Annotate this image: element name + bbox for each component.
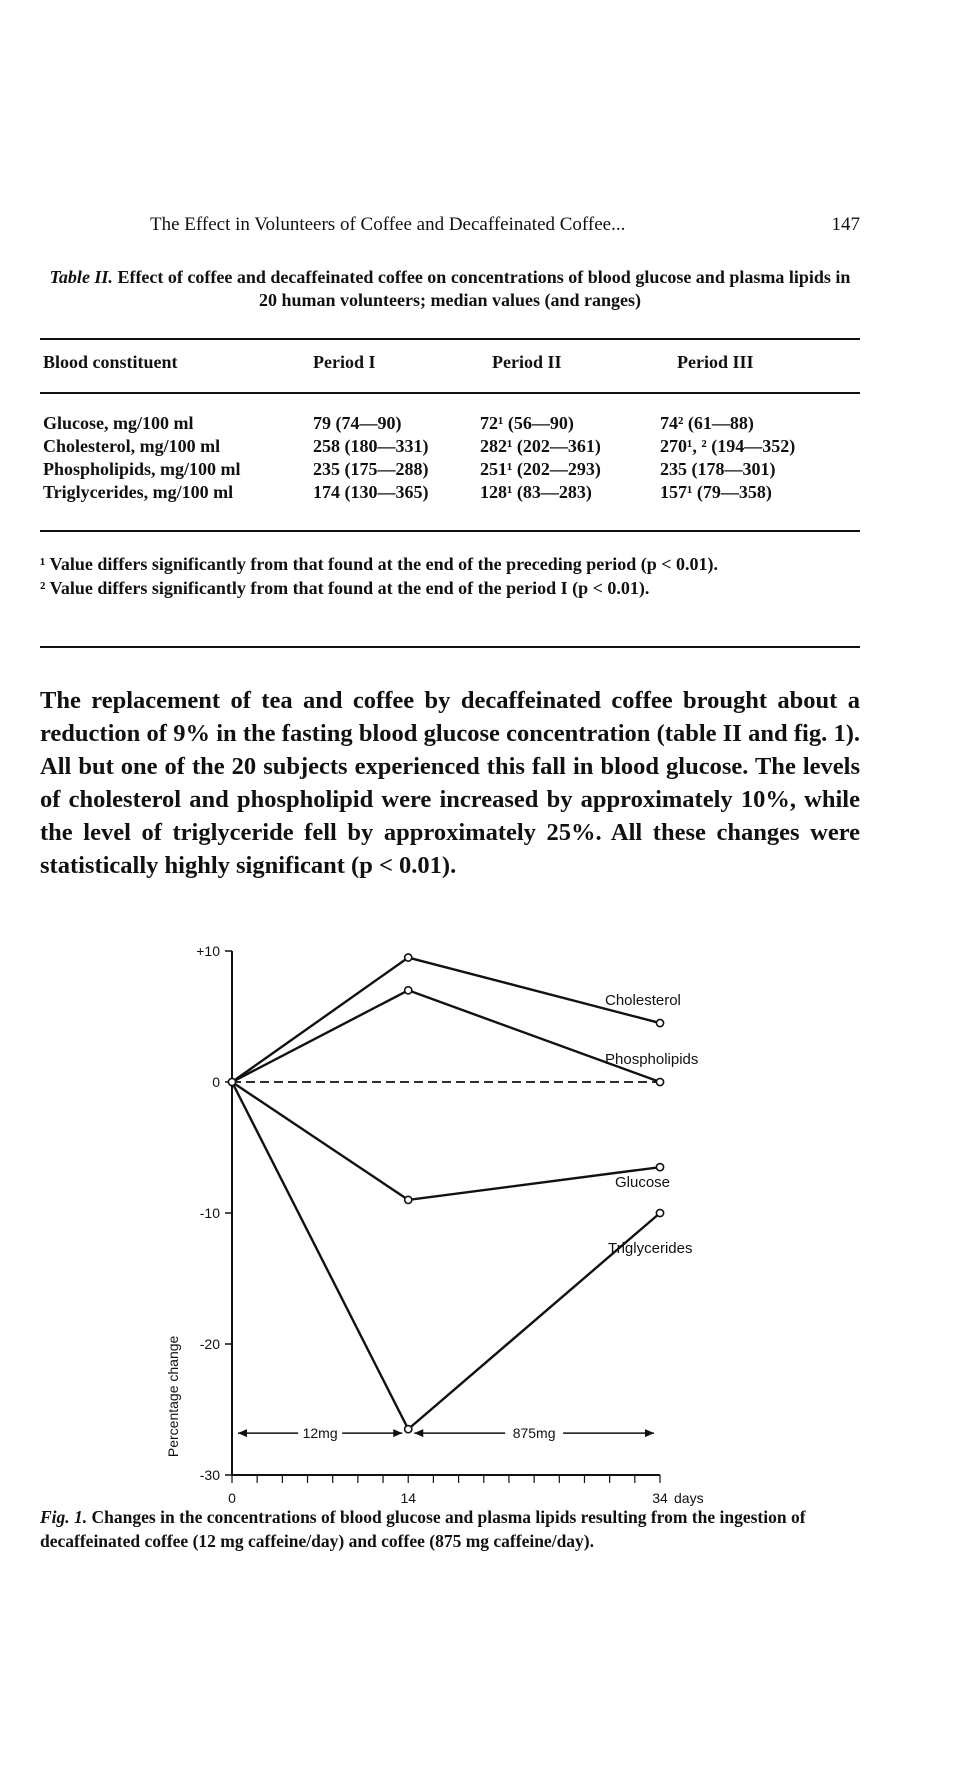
series-line-cholesterol — [232, 958, 660, 1082]
cell: 128¹ (83—283) — [480, 482, 592, 502]
figure-caption — [40, 1505, 860, 1553]
point-cholesterol — [656, 1019, 663, 1026]
body-paragraph: The replacement of tea and coffee by decaffeinated coffee brought about a reduction of 9% in the fasting blood glucose concentration (table II and fig. 1). All but one of the 20 subjects experienced this fall in blood glucose. The levels of cholesterol and phospholipid were increased by approximately 10%, while the level of triglyceride fell by approximately 25%. All these changes were statistically highly significant (p < 0.01). — [40, 687, 860, 879]
series-label-cholesterol: Cholesterol — [605, 992, 681, 1010]
table-label: Table II. — [49, 267, 113, 287]
footnote-2: ² Value differs significantly from that found at the end of the period I (p < 0.01). — [40, 578, 650, 598]
y-tick-label: -30 — [199, 1467, 220, 1483]
cell: 251¹ (202—293) — [480, 459, 601, 479]
y-tick-label: -10 — [199, 1205, 220, 1221]
point-triglycerides — [405, 1426, 412, 1433]
series-label-glucose: Glucose — [615, 1174, 671, 1192]
row-label: Triglycerides, mg/100 ml — [43, 482, 234, 502]
cell: 174 (130—365) — [313, 482, 429, 502]
series-line-triglycerides — [232, 1082, 660, 1429]
cell: 258 (180—331) — [313, 436, 429, 456]
row-label: Phospholipids, mg/100 ml — [43, 459, 241, 479]
arrowhead-left — [238, 1429, 247, 1437]
running-title: The Effect in Volunteers of Coffee and Decaffeinated Coffee... — [150, 214, 626, 235]
dose-annotation-label: 12mg — [302, 1425, 338, 1442]
cell: 235 (178—301) — [660, 459, 776, 479]
page-number: 147 — [831, 214, 860, 235]
col-header-period-1: Period I — [313, 352, 376, 372]
cell: 79 (74—90) — [313, 413, 402, 433]
cell: 74² (61—88) — [660, 413, 754, 433]
point-phospholipids — [405, 987, 412, 994]
chart-axes — [225, 951, 660, 1483]
point-glucose — [405, 1196, 412, 1203]
footnote-1: ¹ Value differs significantly from that found at the end of the preceding period (p < 0.01). — [40, 554, 718, 574]
cell: 157¹ (79—358) — [660, 482, 772, 502]
series-label-phospholipids: Phospholipids — [605, 1051, 699, 1068]
x-tick-label: 14 — [400, 1490, 417, 1506]
arrowhead-left — [414, 1429, 423, 1437]
y-tick-label: 0 — [212, 1074, 220, 1090]
chart-series — [228, 954, 663, 1437]
arrowhead-right — [645, 1429, 654, 1437]
figure-label: Fig. 1. — [40, 1507, 88, 1527]
col-header-constituent: Blood constituent — [43, 352, 178, 372]
chart-labels — [165, 943, 704, 1506]
col-header-period-2: Period II — [492, 352, 562, 372]
x-axis-label: days — [674, 1490, 704, 1506]
point-triglycerides — [656, 1209, 663, 1216]
series-line-glucose — [232, 1082, 660, 1200]
row-label: Cholesterol, mg/100 ml — [43, 436, 221, 456]
figure-caption-text: Changes in the concentrations of blood glucose and plasma lipids resulting from the ingestion of decaffeinated coffee (12 mg caffeine/day) and coffee (875 mg caffeine/day). — [40, 1507, 806, 1551]
cell: 282¹ (202—361) — [480, 436, 601, 456]
point-phospholipids — [656, 1078, 663, 1085]
row-label: Glucose, mg/100 ml — [43, 413, 194, 433]
x-tick-label: 0 — [228, 1490, 236, 1506]
point-origin — [228, 1078, 235, 1085]
dose-annotation-label: 875mg — [512, 1425, 556, 1442]
x-tick-label: 34 — [652, 1490, 668, 1506]
cell: 235 (175—288) — [313, 459, 429, 479]
cell: 270¹, ² (194—352) — [660, 436, 796, 456]
cell: 72¹ (56—90) — [480, 413, 574, 433]
series-label-triglycerides: Triglycerides — [608, 1240, 693, 1257]
arrowhead-right — [393, 1429, 402, 1437]
y-tick-label: +10 — [196, 943, 220, 959]
point-cholesterol — [405, 954, 412, 961]
y-tick-label: -20 — [199, 1336, 220, 1352]
point-glucose — [656, 1164, 663, 1171]
col-header-period-3: Period III — [677, 352, 754, 372]
y-axis-label: Percentage change — [165, 1335, 181, 1458]
table-caption-text: Effect of coffee and decaffeinated coffee on concentrations of blood glucose and plasma lipids in 20 human volunteers; median values (and ranges) — [117, 267, 851, 310]
